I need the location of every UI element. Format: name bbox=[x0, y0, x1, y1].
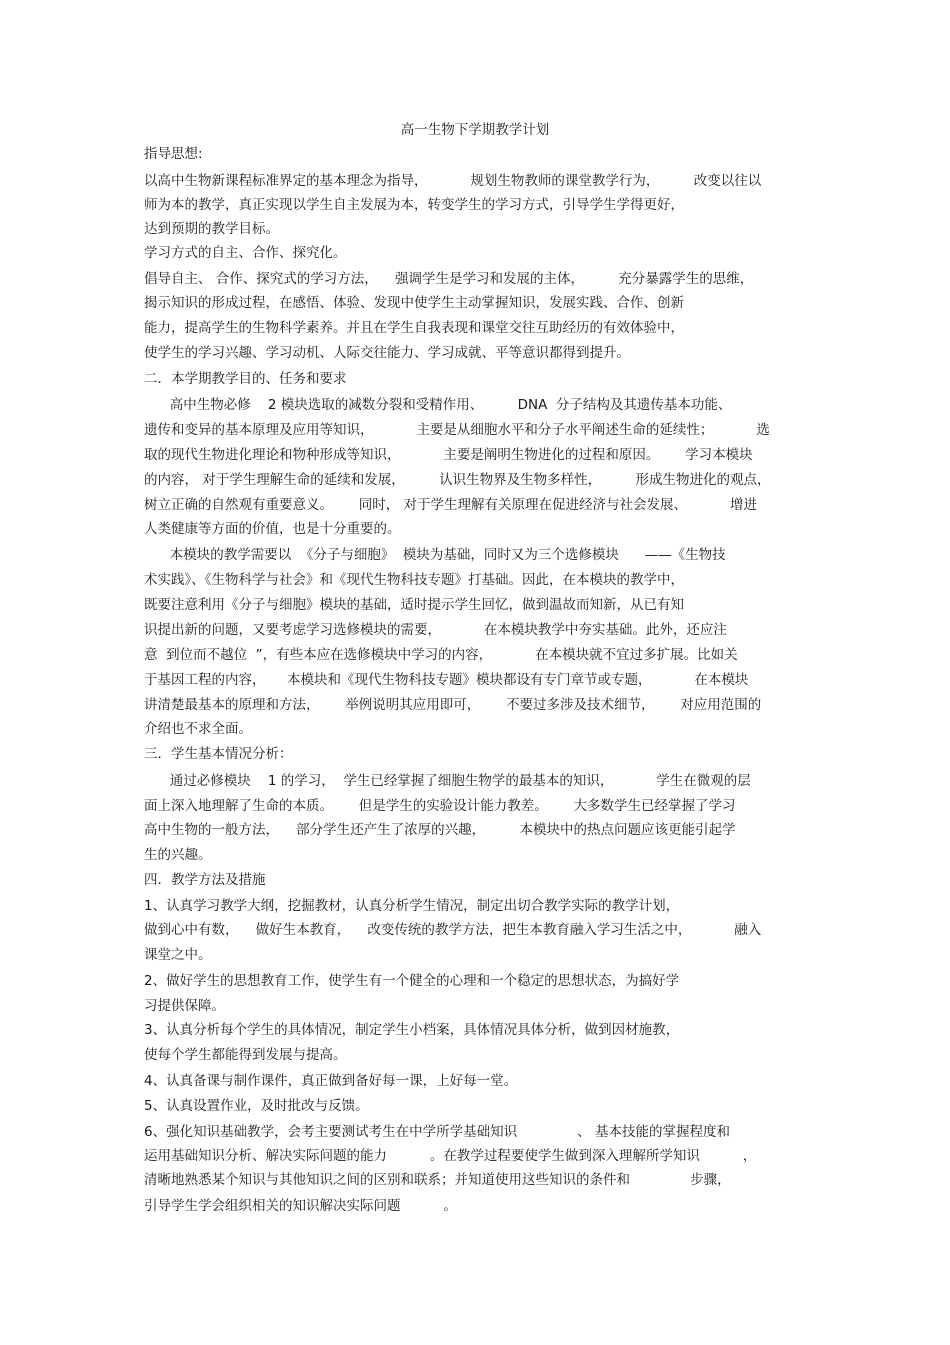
body-line: 术实践》、《生物科学与社会》和《现代生物科技专题》打基础。因此，在本模块的教学中， bbox=[144, 572, 684, 588]
body-line: 高中生物必修 2 模块选取的减数分裂和受精作用、 DNA 分子结构及其遗传基本功能、 bbox=[144, 397, 732, 413]
body-line: 指导思想: bbox=[144, 146, 203, 162]
body-line: 揭示知识的形成过程，在感悟、体验、发现中使学生主动掌握知识，发展实践、合作、创新 bbox=[144, 295, 684, 311]
body-line: 以高中生物新课程标准界定的基本理念为指导， 规划生物教师的课堂教学行为， 改变以往以 bbox=[144, 173, 762, 189]
body-line: 识提出新的问题，又要考虑学习选修模块的需要， 在本模块教学中夯实基础。此外，还应注 bbox=[144, 622, 727, 638]
body-line: 人类健康等方面的价值，也是十分重要的。 bbox=[144, 521, 401, 537]
body-line: 生的兴趣。 bbox=[144, 847, 212, 863]
body-line: 意 到位而不越位 ”，有些本应在选修模块中学习的内容， 在本模块就不宜过多扩展。比如关 bbox=[144, 647, 738, 663]
body-line: 取的现代生物进化理论和物种形成等知识， 主要是阐明生物进化的过程和原因。 学习本模块 bbox=[144, 447, 753, 463]
body-line: 6、强化知识基础教学，会考主要测试考生在中学所学基础知识 、 基本技能的掌握程度和 bbox=[144, 1124, 730, 1140]
body-line: 树立正确的自然观有重要意义。 同时， 对于学生理解有关原理在促进经济与社会发展、 增进 bbox=[144, 497, 757, 513]
body-line: 学习方式的自主、合作、探究化。 bbox=[144, 245, 347, 261]
body-line: 四．教学方法及措施 bbox=[144, 872, 266, 888]
body-line: 通过必修模块 1 的学习， 学生已经掌握了细胞生物学的最基本的知识， 学生在微观的层 bbox=[144, 773, 751, 789]
body-line: 使每个学生都能得到发展与提高。 bbox=[144, 1047, 347, 1063]
body-line: 介绍也不求全面。 bbox=[144, 721, 252, 737]
body-line: 做到心中有数， 做好生本教育， 改变传统的教学方法，把生本教育融入学习生活之中， 融入 bbox=[144, 922, 762, 938]
body-line: 本模块的教学需要以 《分子与细胞》 模块为基础，同时又为三个选修模块 ——《生物技 bbox=[144, 547, 726, 563]
body-line: 师为本的教学，真正实现以学生自主发展为本，转变学生的学习方式，引导学生学得更好， bbox=[144, 197, 684, 213]
body-line: 引导学生学会组织相关的知识解决实际问题 。 bbox=[144, 1198, 457, 1214]
body-line: 5、认真设置作业，及时批改与反馈。 bbox=[144, 1098, 369, 1114]
body-line: 三．学生基本情况分析： bbox=[144, 746, 293, 762]
body-line: 遗传和变异的基本原理及应用等知识， 主要是从细胞水平和分子水平阐述生命的延续性； 选 bbox=[144, 422, 770, 438]
body-line: 讲清楚最基本的原理和方法， 举例说明其应用即可， 不要过多涉及技术细节， 对应用范围的 bbox=[144, 697, 762, 713]
body-line: 清晰地熟悉某个知识与其他知识之间的区别和联系；并知道使用这些知识的条件和 步骤， bbox=[144, 1172, 731, 1188]
body-line: 达到预期的教学目标。 bbox=[144, 221, 279, 237]
body-line: 二．本学期教学目的、任务和要求 bbox=[144, 371, 347, 387]
body-line: 倡导自主、 合作、探究式的学习方法， 强调学生是学习和发展的主体， 充分暴露学生的思维， bbox=[144, 271, 754, 287]
body-line: 习提供保障。 bbox=[144, 998, 225, 1014]
body-line: 2、做好学生的思想教育工作，使学生有一个健全的心理和一个稳定的思想状态，为搞好学 bbox=[144, 973, 680, 989]
body-line: 1、认真学习教学大纲，挖掘教材，认真分析学生情况，制定出切合教学实际的教学计划， bbox=[144, 898, 680, 914]
body-line: 的内容， 对于学生理解生命的延续和发展， 认识生物界及生物多样性， 形成生物进化的观点， bbox=[144, 472, 771, 488]
body-line: 于基因工程的内容， 本模块和《现代生物科技专题》模块都设有专门章节或专题， 在本模块 bbox=[144, 672, 749, 688]
document-title: 高一生物下学期教学计划 bbox=[400, 122, 550, 138]
body-line: 4、认真备课与制作课件，真正做到备好每一课，上好每一堂。 bbox=[144, 1073, 518, 1089]
body-line: 使学生的学习兴趣、学习动机、人际交往能力、学习成就、平等意识都得到提升。 bbox=[144, 345, 630, 361]
body-line: 3、认真分析每个学生的具体情况，制定学生小档案，具体情况具体分析，做到因材施教， bbox=[144, 1022, 680, 1038]
body-line: 运用基础知识分析、解决实际问题的能力 。在教学过程要使学生做到深入理解所学知识 ， bbox=[144, 1148, 757, 1164]
body-line: 高中生物的一般方法， 部分学生还产生了浓厚的兴趣， 本模块中的热点问题应该更能引起学 bbox=[144, 822, 736, 838]
body-line: 课堂之中。 bbox=[144, 947, 212, 963]
body-line: 能力，提高学生的生物科学素养。并且在学生自我表现和课堂交往互助经历的有效体验中， bbox=[144, 320, 684, 336]
body-line: 面上深入地理解了生命的本质。 但是学生的实验设计能力教差。 大多数学生已经掌握了学习 bbox=[144, 798, 736, 814]
body-line: 既要注意利用《分子与细胞》模块的基础，适时提示学生回忆，做到温故而知新，从已有知 bbox=[144, 597, 684, 613]
